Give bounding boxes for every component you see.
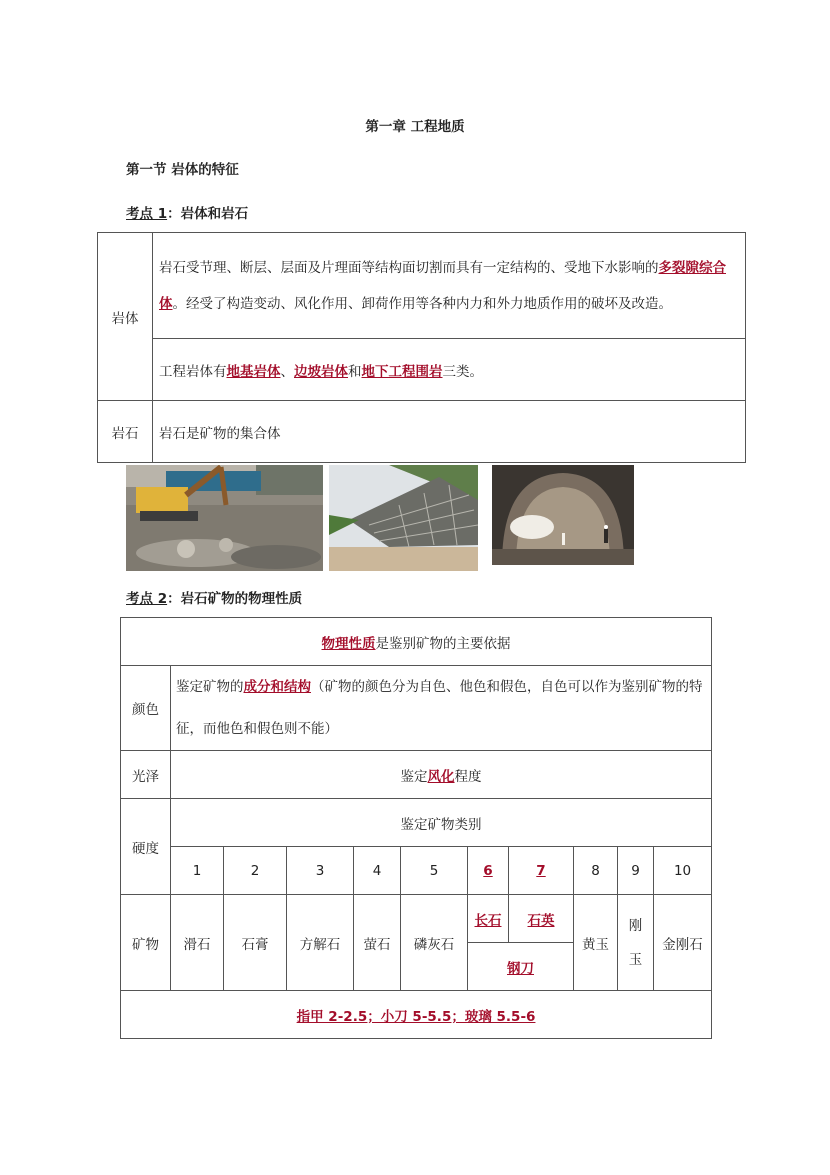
types-and: 和 xyxy=(348,363,362,380)
hardness-desc: 鉴定矿物类别 xyxy=(171,799,712,847)
hardness-level: 10 xyxy=(654,847,712,895)
mineral-corundum xyxy=(618,895,654,991)
rock-label: 岩石 xyxy=(98,401,153,463)
types-foundation: 地基岩体 xyxy=(226,363,281,380)
rock-mass-table xyxy=(97,232,746,463)
table-row xyxy=(121,799,712,847)
point1-title: 岩体和岩石 xyxy=(180,206,249,222)
table-row xyxy=(121,847,712,895)
rock-definition: 岩石是矿物的集合体 xyxy=(153,401,746,463)
mineral-properties-table xyxy=(120,617,712,1039)
types-underground: 地下工程围岩 xyxy=(361,363,443,380)
hardness-level-6: 6 xyxy=(468,847,509,895)
point2-sep: ： xyxy=(167,591,181,607)
mineral-quartz: 石英 xyxy=(509,895,574,943)
excavator-photo xyxy=(126,465,323,571)
point2-title: 岩石矿物的物理性质 xyxy=(180,591,303,607)
table-row xyxy=(98,401,746,463)
mineral-calcite: 方解石 xyxy=(287,895,354,991)
definition-text-end: 。经受了构造变动、风化作用、卸荷作用等各种内力和外力地质作用的破坏及改造。 xyxy=(172,295,672,312)
rock-mass-definition xyxy=(153,233,746,339)
corundum-char-1: 刚 xyxy=(628,917,643,934)
luster-label: 光泽 xyxy=(121,751,171,799)
steel-knife: 钢刀 xyxy=(468,943,574,991)
rock-mass-label: 岩体 xyxy=(98,233,153,401)
section-title: 第一节 岩体的特征 xyxy=(126,162,239,178)
hardness-level: 3 xyxy=(287,847,354,895)
color-label: 颜色 xyxy=(121,666,171,751)
table-row xyxy=(98,339,746,401)
mineral-diamond: 金刚石 xyxy=(654,895,712,991)
color-text-end: （矿物的颜色分为自色、他色和假色，自色可以作为鉴别矿物的特征，而他色和假色则不能） xyxy=(176,679,703,737)
hardness-level: 5 xyxy=(401,847,468,895)
hardness-level: 4 xyxy=(354,847,401,895)
table-row xyxy=(121,666,712,751)
corundum-char-2: 玉 xyxy=(628,951,643,968)
luster-desc xyxy=(171,751,712,799)
mineral-topaz: 黄玉 xyxy=(574,895,618,991)
hardness-label: 硬度 xyxy=(121,799,171,895)
tunnel-photo xyxy=(492,465,634,565)
hardness-level: 9 xyxy=(618,847,654,895)
mineral-gypsum: 石膏 xyxy=(224,895,287,991)
slope-photo xyxy=(329,465,478,571)
mineral-talc: 滑石 xyxy=(171,895,224,991)
table-row xyxy=(121,991,712,1039)
luster-text: 鉴定 xyxy=(400,768,428,785)
color-highlight: 成分和结构 xyxy=(243,679,311,695)
hardness-level: 8 xyxy=(574,847,618,895)
point1-prefix: 考点 1 xyxy=(126,206,168,222)
luster-highlight: 风化 xyxy=(427,768,455,785)
point1-sep: ： xyxy=(167,206,181,222)
mineral-fluorite: 萤石 xyxy=(354,895,401,991)
types-end: 三类。 xyxy=(442,363,483,380)
hardness-level: 2 xyxy=(224,847,287,895)
table-row xyxy=(121,618,712,666)
hardness-level: 1 xyxy=(171,847,224,895)
properties-header xyxy=(121,618,712,666)
table-row xyxy=(98,233,746,339)
definition-text: 岩石受节理、断层、层面及片理面等结构面切割而具有一定结构的、受地下水影响的 xyxy=(159,259,659,276)
mineral-feldspar: 长石 xyxy=(468,895,509,943)
definition-highlight: 多裂隙综合体 xyxy=(159,259,726,312)
mineral-apatite: 磷灰石 xyxy=(401,895,468,991)
color-text: 鉴定矿物的 xyxy=(176,679,244,695)
header-text: 是鉴别矿物的主要依据 xyxy=(375,635,511,652)
rock-mass-types xyxy=(153,339,746,401)
luster-text-end: 程度 xyxy=(454,768,482,785)
point2-prefix: 考点 2 xyxy=(126,591,168,607)
point1-heading xyxy=(126,202,248,222)
mineral-label: 矿物 xyxy=(121,895,171,991)
types-text: 工程岩体有 xyxy=(159,363,227,380)
types-slope: 边坡岩体 xyxy=(294,363,348,380)
hardness-level-7: 7 xyxy=(509,847,574,895)
table-row xyxy=(121,751,712,799)
types-sep: 、 xyxy=(280,363,294,380)
table-row xyxy=(121,895,712,943)
color-desc xyxy=(171,666,712,751)
hardness-reference-footer: 指甲 2-2.5；小刀 5-5.5；玻璃 5.5-6 xyxy=(121,991,712,1039)
header-highlight: 物理性质 xyxy=(321,635,376,652)
point2-heading xyxy=(126,587,302,607)
chapter-title: 第一章 工程地质 xyxy=(365,119,465,135)
